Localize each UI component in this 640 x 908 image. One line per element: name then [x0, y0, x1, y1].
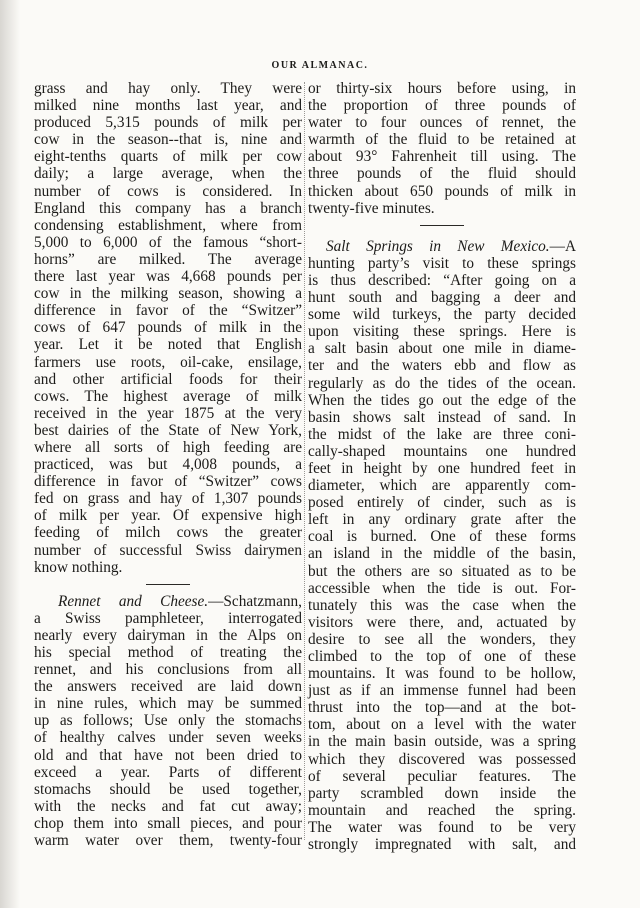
text-line: desire to see all the wonders, they	[308, 630, 576, 648]
text-line: old and that have not been dried to	[34, 746, 302, 764]
text-line: number of successful Swiss dairymen	[34, 541, 302, 559]
text-line: daily; a large average, when the	[34, 165, 302, 183]
text-line: a Swiss pamphleteer, interrogated	[34, 609, 302, 627]
text-line: upon visiting these springs. Here is	[308, 323, 576, 341]
text-line: tom, about on a level with the water	[308, 716, 576, 734]
paragraph-salt-springs	[308, 238, 576, 853]
text-line: regularly as do the tides of the ocean.	[308, 374, 576, 392]
text-line: practiced, was but 4,008 pounds, a	[34, 456, 302, 474]
text-line: England this company has a branch	[34, 199, 302, 217]
text-line: twenty-five minutes.	[308, 199, 435, 217]
text-line: and other artificial foods for their	[34, 370, 302, 388]
text-line: fed on grass and hay of 1,307 pounds	[34, 490, 302, 508]
section-separator	[420, 225, 464, 226]
text-line: produced 5,315 pounds of milk per	[34, 114, 302, 132]
right-column	[308, 80, 576, 853]
text-line: cows. The highest average of milk	[34, 387, 302, 405]
text-line: visitors were there, and, actuated by	[308, 613, 576, 631]
text-line: hunting party’s visit to these springs	[308, 254, 576, 272]
text-line: left in any ordinary grate after the	[308, 511, 576, 529]
text-line: thrust into the top—and at the bot-	[308, 699, 576, 717]
text-line: number of cows is considered. In	[34, 182, 302, 200]
text-line: thicken about 650 pounds of milk in	[308, 182, 576, 200]
text-line: is thus described: “After going on a	[308, 271, 576, 289]
text-line: but the others are so situated as to be	[308, 562, 576, 580]
running-header: OUR ALMANAC.	[271, 60, 369, 71]
column-divider	[304, 82, 305, 840]
text-line: accessible when the tide is out. For-	[308, 579, 576, 597]
text-line: cow in the season--that is, nine and	[34, 131, 302, 149]
text-line: posed entirely of cinder, such as is	[308, 494, 576, 512]
text-line: difference in favor of the “Switzer”	[34, 302, 302, 320]
text-line: nearly every dairyman in the Alps on	[34, 626, 302, 644]
text-line: up as follows; Use only the stomachs	[34, 712, 302, 730]
text-line: party scrambled down inside the	[308, 784, 576, 802]
text-line: When the tides go out the edge of the	[308, 391, 576, 409]
text-line: stomachs should be used together,	[34, 780, 302, 798]
text-line: his special method of treating the	[34, 644, 302, 661]
text-line: in the main basin outside, was a spring	[308, 733, 576, 751]
text-line: the answers received are laid down	[34, 678, 302, 696]
text-line: grass and hay only. They were	[34, 80, 302, 97]
page-scan-edge	[0, 0, 20, 908]
text-line: rennet, and his conclusions from all	[34, 661, 302, 679]
text-line: cally-shaped mountains one hundred	[308, 442, 576, 460]
text-line: just as if an immense funnel had been	[308, 682, 576, 700]
text-line: where all sorts of high feeding are	[34, 438, 302, 456]
text-line: condensing establishment, where from	[34, 216, 302, 234]
text-line: milked nine months last year, and	[34, 97, 302, 115]
text-line: of healthy calves under seven weeks	[34, 729, 302, 747]
text-line: an island in the middle of the basin,	[308, 545, 576, 563]
text-line: feet in height by one hundred feet in	[308, 459, 576, 477]
text-line: mountains. It was found to be hollow,	[308, 665, 576, 683]
text-line: year. Let it be noted that English	[34, 336, 302, 354]
text-line: warm water over them, twenty-four	[34, 832, 302, 850]
text-line: climbed to the top of one of these	[308, 648, 576, 665]
text-line: the midst of the lake are three coni-	[308, 425, 576, 443]
text-line: feeding of milch cows the greater	[34, 524, 302, 542]
text-line: difference in favor of “Switzer” cows	[34, 473, 302, 491]
text-line: hunt south and bagging a deer and	[308, 289, 576, 307]
text-line: there last year was 4,668 pounds per	[34, 268, 302, 286]
text-line: the proportion of three pounds of	[308, 97, 576, 115]
text-line: chop them into small pieces, and pour	[34, 814, 302, 832]
text-line: farmers use roots, oil-cake, ensilage,	[34, 353, 302, 371]
text-line: tunately this was the case when the	[308, 596, 576, 614]
text-line: of several peculiar features. The	[308, 767, 576, 785]
left-column	[34, 80, 302, 849]
text-line: Rennet and Cheese.—Schatzmann,	[58, 592, 302, 610]
text-line: Salt Springs in New Mexico.—A	[326, 237, 576, 255]
text-line: which they discovered was possessed	[308, 750, 576, 768]
text-line: in nine rules, which may be summed	[34, 695, 302, 713]
text-line: warmth of the fluid to be retained at	[308, 131, 576, 149]
text-line: basin shows salt instead of sand. In	[308, 408, 576, 426]
text-line: coal is burned. One of these forms	[308, 528, 576, 546]
text-line: with the necks and fat cut away;	[34, 797, 302, 815]
text-line: about 93° Fahrenheit till using. The	[308, 148, 576, 166]
text-line: ter and the waters ebb and flow as	[308, 357, 576, 375]
text-line: a salt basin about one mile in diame-	[308, 340, 576, 358]
text-line: diameter, which are apparently com-	[308, 477, 576, 495]
text-line: know nothing.	[34, 558, 123, 576]
text-line: three pounds of the fluid should	[308, 165, 576, 183]
text-line: or thirty-six hours before using, in	[308, 80, 576, 97]
text-line: mountain and reached the spring.	[308, 801, 576, 819]
text-line: strongly impregnated with salt, and	[308, 836, 576, 854]
text-line: of milk per year. Of expensive high	[34, 507, 302, 525]
text-line: best dairies of the State of New York,	[34, 421, 302, 439]
text-line: some wild turkeys, the party decided	[308, 306, 576, 324]
paragraph-dairy-comparison	[34, 80, 302, 576]
section-heading-salt-springs: Salt Springs in New Mexico.	[326, 237, 550, 255]
text-line: 5,000 to 6,000 of the famous “short-	[34, 233, 302, 251]
section-separator	[146, 584, 190, 585]
section-heading-rennet: Rennet and Cheese.	[58, 592, 209, 610]
text-line: cow in the milking season, showing a	[34, 285, 302, 303]
text-line: water to four ounces of rennet, the	[308, 114, 576, 132]
text-line: received in the year 1875 at the very	[34, 404, 302, 422]
text-line: cows of 647 pounds of milk in the	[34, 319, 302, 337]
paragraph-rennet-and-cheese	[34, 593, 302, 849]
text-line: eight-tenths quarts of milk per cow	[34, 148, 302, 166]
paragraph-rennet-continued	[308, 80, 576, 217]
text-line: exceed a year. Parts of different	[34, 763, 302, 781]
text-line: horns” are milked. The average	[34, 250, 302, 268]
text-line: The water was found to be very	[308, 818, 576, 836]
